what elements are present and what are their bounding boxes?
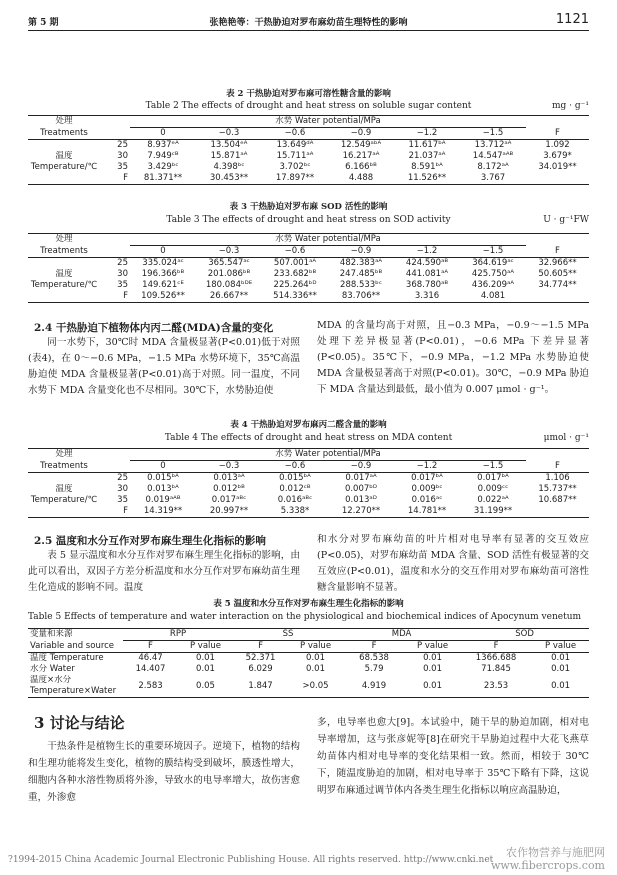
table2-cell: 1.092: [545, 140, 570, 150]
table5-title-en: Table 5 Effects of temperature and water interaction on the physiological and biochemical indices of Apocynum venetum: [28, 612, 582, 622]
table5-header-col: Variable and source: [28, 641, 123, 653]
table5-cell: 0.01: [306, 653, 325, 663]
table3-cell: 424.590ᵃᴮ: [405, 258, 449, 268]
table3-cell: 32.966**: [538, 258, 577, 268]
table3-cell: 109.526**: [130, 291, 196, 303]
table5-cell: 0.01: [196, 653, 215, 663]
table4-cell: [526, 506, 589, 518]
watermark-line-2: www.fibercrops.com: [490, 859, 605, 872]
table4-header-col: −1.2: [394, 461, 460, 473]
table4-cell: 0.015ᵇᴬ: [147, 473, 179, 483]
table2-title-cn: 表 2 干热胁迫对罗布麻可溶性糖含量的影响: [226, 89, 391, 99]
table5-cell: 68.538: [359, 653, 389, 663]
table3-cell: 247.485ᵇᴮ: [339, 269, 383, 279]
table2-cell: F: [100, 173, 130, 185]
table2-header-col: −0.3: [196, 128, 262, 140]
table4-cell: 25: [117, 473, 128, 483]
table3-cell: 149.621ᶜᴱ: [142, 280, 184, 290]
issue-number: 第 5 期: [28, 18, 59, 28]
table3-cell: 364.619ᵃᶜ: [472, 258, 514, 268]
section-2-5-right-column: 和水分对罗布麻幼苗的叶片相对电导率有显著的交互效应(P<0.05)，对罗布麻幼苗 MDA 含量、SOD 活性有极显著的交互效应(P<0.01)，温度和水分的交互作用对罗布麻幼苗可溶性糖含量影响不显著。: [317, 534, 589, 593]
table2-header-col: Treatments: [28, 128, 100, 140]
table2-cell: 30.453**: [196, 173, 262, 185]
table3-cell: 368.780ᵃᴮ: [405, 280, 449, 290]
table3-header-col: F: [526, 246, 589, 258]
table2-title-en: [28, 101, 589, 111]
table3-cell: 83.706**: [328, 291, 394, 303]
table4-cell: 30: [117, 484, 128, 494]
table4-cell: 14.319**: [130, 506, 196, 518]
table4-cell: 5.338*: [262, 506, 328, 518]
table5-cell: 1.847: [233, 675, 288, 698]
table4-cell: 0.013ᵃᴬ: [213, 473, 245, 483]
table2-cell: 17.897**: [262, 173, 328, 185]
table3-title-en: [28, 215, 589, 225]
table5-cell: 0.01: [423, 664, 442, 674]
table5: [28, 628, 589, 698]
table2-cell: 3.767: [460, 173, 526, 185]
table2-caption-text: Table 2 The effects of drought and heat stress on soluble sugar content: [145, 101, 472, 111]
table5-header-group: RPP: [123, 629, 233, 641]
table3-cell: 34.774**: [538, 280, 577, 290]
table5-header-col: P value: [405, 641, 460, 653]
table3-header-col: −0.9: [328, 246, 394, 258]
table2-cell: 13.649ᵈᴬ: [276, 140, 314, 150]
table3-header-gap: [100, 246, 130, 258]
table4-cell: 0.017ᵃᴮᶜ: [211, 495, 247, 505]
table3-title-cn: 表 3 干热胁迫对罗布麻 SOD 活性的影响: [229, 202, 388, 212]
table4-cell: 0.016ᵃᶜ: [411, 495, 443, 505]
running-header: [28, 12, 589, 28]
table2-cell: Temperature/℃: [30, 162, 98, 172]
table2-header-col: −0.6: [262, 128, 328, 140]
table5-header-col: P value: [178, 641, 233, 653]
table5-header-group: SS: [233, 629, 343, 641]
table3-cell: 35: [117, 280, 128, 290]
table4-cell: 10.687**: [538, 495, 577, 505]
table3-unit: U · g⁻¹FW: [543, 215, 589, 225]
table5-cell: 温度×水分 Temperature×Water: [28, 675, 123, 698]
table4-cell: 0.017ᵇᴬ: [411, 473, 443, 483]
table4-cell: 0.016ᵃᴮᶜ: [277, 495, 313, 505]
table4-caption-text: Table 4 The effects of drought and heat stress on MDA content: [164, 433, 453, 443]
table5-header-group: MDA: [343, 629, 460, 641]
table4-cell: 0.022ᵃᴬ: [477, 495, 509, 505]
table2-cell: 30: [117, 151, 128, 161]
table5-cell: 46.47: [138, 653, 163, 663]
table5-cell: 0.05: [178, 675, 233, 698]
table2-cell: 8.591ᵇᴬ: [411, 162, 443, 172]
table2-header-gap: [526, 116, 589, 128]
table4-cell: 0.013ᵃᴰ: [345, 495, 377, 505]
table5-cell: 6.029: [248, 664, 273, 674]
table5-cell: 14.407: [135, 664, 166, 674]
table5-cell: 0.01: [306, 664, 325, 674]
table2-cell: 3.429ᵇᶜ: [147, 162, 179, 172]
table3-cell: 温度: [55, 269, 73, 279]
section-3-heading: 3 讨论与结论: [34, 714, 125, 732]
table2: [28, 115, 589, 185]
table3-cell: 436.209ᵃᴬ: [471, 280, 515, 290]
table3-header-treatment-cn: 处理: [28, 234, 100, 246]
table3-cell: 288.533ᵇᶜ: [340, 280, 382, 290]
table4-header-col: −0.3: [196, 461, 262, 473]
table2-cell: [526, 173, 589, 185]
table4-cell: [28, 473, 100, 485]
section-3-left-column: 干热条件是植物生长的重要环境因子。逆境下，植物的结构和生理功能将发生变化，植物的膜结构受到破坏，膜透性增大，细胞内各种水溶性物质将外渗，导致水的电导率增大，故伤害愈重，外渗愈: [28, 741, 300, 803]
table2-unit: mg · g⁻¹: [552, 101, 589, 111]
table5-header-col: P value: [532, 641, 589, 653]
section-2-4-right-column: MDA 的含量均高于对照，且−0.3 MPa，−0.9～−1.5 MPa 处理下差异极显著(P<0.01)，−0.6 MPa 下差异显著(P<0.05)。35℃下，−0.9 MPa，−1.2 MPa 水势胁迫使 MDA 含量极显著高于对照(P<0.01)。30℃，−0.9 MPa 胁迫下 MDA 含量达到最低，最小值为 0.007 μmol · g⁻¹。: [317, 320, 589, 395]
table2-header-col: −1.5: [460, 128, 526, 140]
table3-cell: 3.316: [394, 291, 460, 303]
table5-cell: 52.371: [245, 653, 276, 663]
table2-cell: [28, 173, 100, 185]
table3-cell: 196.366ᵇᴮ: [141, 269, 185, 279]
table4-header-water-potential: 水势 Water potential/MPa: [130, 449, 526, 461]
table2-header-col: 0: [130, 128, 196, 140]
table2-cell: 14.547ᵃᴬᴮ: [472, 151, 514, 161]
table4-header-col: 0: [130, 461, 196, 473]
section-2-4-left-column: 同一水势下，30℃时 MDA 含量极显著(P<0.01)低于对照(表4)，在 0～−0.6 MPa，−1.5 MPa 水势环境下，35℃高温胁迫使 MDA 含量极显著(P<0.01)高于对照。同一温度，不同水势下 MDA 含量变化也不尽相同。30℃下，水势胁迫使: [28, 337, 300, 396]
table4-cell: 温度: [55, 484, 73, 494]
table5-cell: 4.919: [343, 675, 405, 698]
table3-cell: Temperature/℃: [30, 280, 98, 290]
table4-cell: 20.997**: [196, 506, 262, 518]
table4-header-gap: [100, 461, 130, 473]
table3-header-col: −1.5: [460, 246, 526, 258]
table2-header-col: F: [526, 128, 589, 140]
table2-cell: 8.172ᵃᴬ: [477, 162, 509, 172]
table2-cell: [28, 140, 100, 152]
table4-cell: 12.270**: [328, 506, 394, 518]
table5-cell: 71.845: [481, 664, 511, 674]
table3-cell: 441.081ᵃᴬ: [405, 269, 449, 279]
table3-cell: 201.086ᵇᴮ: [207, 269, 251, 279]
table2-cell: 11.617ᵇᴬ: [408, 140, 446, 150]
table3-cell: 25: [117, 258, 128, 268]
table2-cell: 12.549ᵃᵇᴬ: [340, 140, 382, 150]
table5-header-group: SOD: [460, 629, 589, 641]
table4-cell: 0.017ᵇᴬ: [477, 473, 509, 483]
table4-cell: [28, 506, 100, 518]
table4-cell: 0.012ᶜᴮ: [279, 484, 311, 494]
table3-cell: 365.547ᵃᶜ: [208, 258, 250, 268]
table4-cell: 0.017ᵃᴬ: [345, 473, 377, 483]
table4-cell: 31.199**: [460, 506, 526, 518]
table2-cell: 35: [117, 162, 128, 172]
table3-header-col: Treatments: [28, 246, 100, 258]
table3-cell: 180.084ᵇᴰᴱ: [205, 280, 253, 290]
table5-header-col: F: [233, 641, 288, 653]
table5-title-cn: 表 5 温度和水分互作对罗布麻生理生化指标的影响: [213, 599, 404, 609]
table2-cell: 25: [117, 140, 128, 150]
table5-header-group: 变量和来源: [28, 629, 123, 641]
table3-header-col: −0.3: [196, 246, 262, 258]
table4-cell: 0.009ᵇᶜ: [411, 484, 443, 494]
table2-header-col: −1.2: [394, 128, 460, 140]
table4-cell: 35: [117, 495, 128, 505]
table4-header-treatment-cn: 处理: [28, 449, 100, 461]
table3-cell: [28, 291, 100, 303]
table2-cell: 温度: [55, 151, 73, 161]
table3-cell: [526, 291, 589, 303]
header-rule: [28, 30, 589, 31]
table4-cell: 0.007ᵇᴰ: [344, 484, 378, 494]
table2-cell: 15.711ᵃᴬ: [276, 151, 314, 161]
table4-cell: 0.012ᵇᴮ: [213, 484, 245, 494]
table4-cell: 15.737**: [538, 484, 577, 494]
table3-cell: 4.081: [460, 291, 526, 303]
table2-cell: 8.937ᵉᴬ: [147, 140, 179, 150]
table3-header-col: −1.2: [394, 246, 460, 258]
table5-cell: 0.01: [423, 653, 442, 663]
table2-cell: 13.504ᵉᴬ: [210, 140, 248, 150]
table3-cell: 482.383ᵃᴬ: [339, 258, 383, 268]
table3-cell: 335.024ᵃᶜ: [142, 258, 184, 268]
table3-cell: 225.264ᵇᴰ: [273, 280, 317, 290]
watermark: [491, 846, 605, 872]
table4-header-col: F: [526, 461, 589, 473]
table5-header-col: P value: [288, 641, 343, 653]
table4-header-col: −0.6: [262, 461, 328, 473]
table4-cell: Temperature/℃: [30, 495, 98, 505]
table2-cell: 4.398ᵇᶜ: [213, 162, 245, 172]
table2-cell: 16.217ᵃᴬ: [342, 151, 380, 161]
table4-header-gap: [100, 449, 130, 461]
table4-unit: μmol · g⁻¹: [543, 433, 589, 443]
table2-cell: 34.019**: [538, 162, 577, 172]
section-2-5-heading: 2.5 温度和水分互作对罗布麻生理生化指标的影响: [34, 535, 266, 547]
table2-cell: 81.371**: [130, 173, 196, 185]
table5-cell: 23.53: [460, 675, 532, 698]
table4-title-cn: 表 4 干热胁迫对罗布麻丙二醛含量的影响: [230, 420, 387, 430]
table2-cell: 7.949ᶜᴮ: [147, 151, 179, 161]
table3-header-gap: [526, 234, 589, 246]
table2-header-gap: [100, 116, 130, 128]
table5-cell: 1366.688: [475, 653, 517, 663]
table3-cell: 50.605**: [538, 269, 577, 279]
table5-cell: >0.05: [288, 675, 343, 698]
table5-header-col: F: [343, 641, 405, 653]
table5-cell: 0.01: [551, 653, 571, 663]
table2-cell: 6.166ᵇᴮ: [345, 162, 377, 172]
table4-cell: 1.106: [545, 473, 570, 483]
table2-cell: 13.712ᵃᴬ: [474, 140, 512, 150]
table3-cell: F: [100, 291, 130, 303]
table4-header-gap: [526, 449, 589, 461]
table4-cell: F: [100, 506, 130, 518]
table3-cell: 26.667**: [196, 291, 262, 303]
table2-cell: 3.679*: [543, 151, 572, 161]
table4-cell: 0.019ᵃᴬᴮ: [145, 495, 181, 505]
table5-cell: 温度 Temperature: [30, 653, 104, 663]
table3-header-col: 0: [130, 246, 196, 258]
watermark-line-1: 农作物营养与施肥网: [506, 846, 605, 859]
table3-cell: 507.001ᵃᴬ: [273, 258, 317, 268]
table4-cell: 0.013ᵇᴬ: [147, 484, 179, 494]
table2-cell: 15.871ᵃᴬ: [210, 151, 248, 161]
page-number: 1121: [555, 12, 589, 27]
table4-cell: 14.781**: [394, 506, 460, 518]
table2-header-col: −0.9: [328, 128, 394, 140]
table3-cell: 514.336**: [262, 291, 328, 303]
table3: [28, 233, 589, 303]
copyright-footer: ?1994-2015 China Academic Journal Electronic Publishing House. All rights reserved. http://www.cnki.net: [8, 855, 494, 865]
section-3-right-column: 多，电导率也愈大[9]。本试验中，随干旱的胁迫加剧，相对电导率增加，这与张彦妮等[8]在研究干旱胁迫过程中大花飞燕草幼苗体内相对电导率的变化结果相一致。然而，相较于 30℃下，随温度胁迫的加剧，相对电导率于 35℃下略有下降，这说明罗布麻通过调节体内各类生理生化指标以响应高温胁迫，: [317, 717, 589, 796]
table3-cell: 425.750ᵃᴬ: [471, 269, 515, 279]
table4-cell: 0.015ᵇᴬ: [279, 473, 311, 483]
table5-header-col: F: [460, 641, 532, 653]
running-title: 张艳艳等：干热胁迫对罗布麻幼苗生理特性的影响: [209, 18, 408, 28]
table3-header-gap: [100, 234, 130, 246]
table2-cell: 4.488: [328, 173, 394, 185]
table4: [28, 448, 589, 518]
table5-cell: 2.583: [123, 675, 178, 698]
table4-header-col: Treatments: [28, 461, 100, 473]
table5-cell: 0.01: [196, 664, 215, 674]
section-2-5-left-column: 表 5 显示温度和水分互作对罗布麻生理生化指标的影响，由此可以看出，双因子方差分析温度和水分互作对罗布麻幼苗生理生化造成的影响不同。温度: [28, 550, 300, 593]
table5-cell: 0.01: [405, 675, 460, 698]
section-2-4-heading: 2.4 干热胁迫下植物体内丙二醛(MDA)含量的变化: [34, 322, 274, 334]
table3-header-water-potential: 水势 Water potential/MPa: [130, 234, 526, 246]
table2-cell: 11.526**: [394, 173, 460, 185]
table3-cell: 233.682ᵇᴮ: [273, 269, 317, 279]
table2-header-treatment-cn: 处理: [28, 116, 100, 128]
table3-cell: [28, 258, 100, 270]
table3-cell: 30: [117, 269, 128, 279]
table4-header-col: −1.5: [460, 461, 526, 473]
table5-cell: 0.01: [551, 664, 571, 674]
table5-cell: 水分 Water: [30, 664, 75, 674]
table2-cell: 3.702ᵇᶜ: [279, 162, 311, 172]
table4-title-en: [28, 433, 589, 443]
table5-cell: 5.79: [364, 664, 384, 674]
table3-header-col: −0.6: [262, 246, 328, 258]
table4-header-col: −0.9: [328, 461, 394, 473]
table5-cell: 0.01: [532, 675, 589, 698]
table4-cell: 0.009ᶜᶜ: [477, 484, 509, 494]
table2-header-gap: [100, 128, 130, 140]
table5-header-col: F: [123, 641, 178, 653]
table2-header-water-potential: 水势 Water potential/MPa: [130, 116, 526, 128]
table2-cell: 21.037ᵃᴬ: [408, 151, 446, 161]
table3-caption-text: Table 3 The effects of drought and heat stress on SOD activity: [166, 215, 451, 225]
